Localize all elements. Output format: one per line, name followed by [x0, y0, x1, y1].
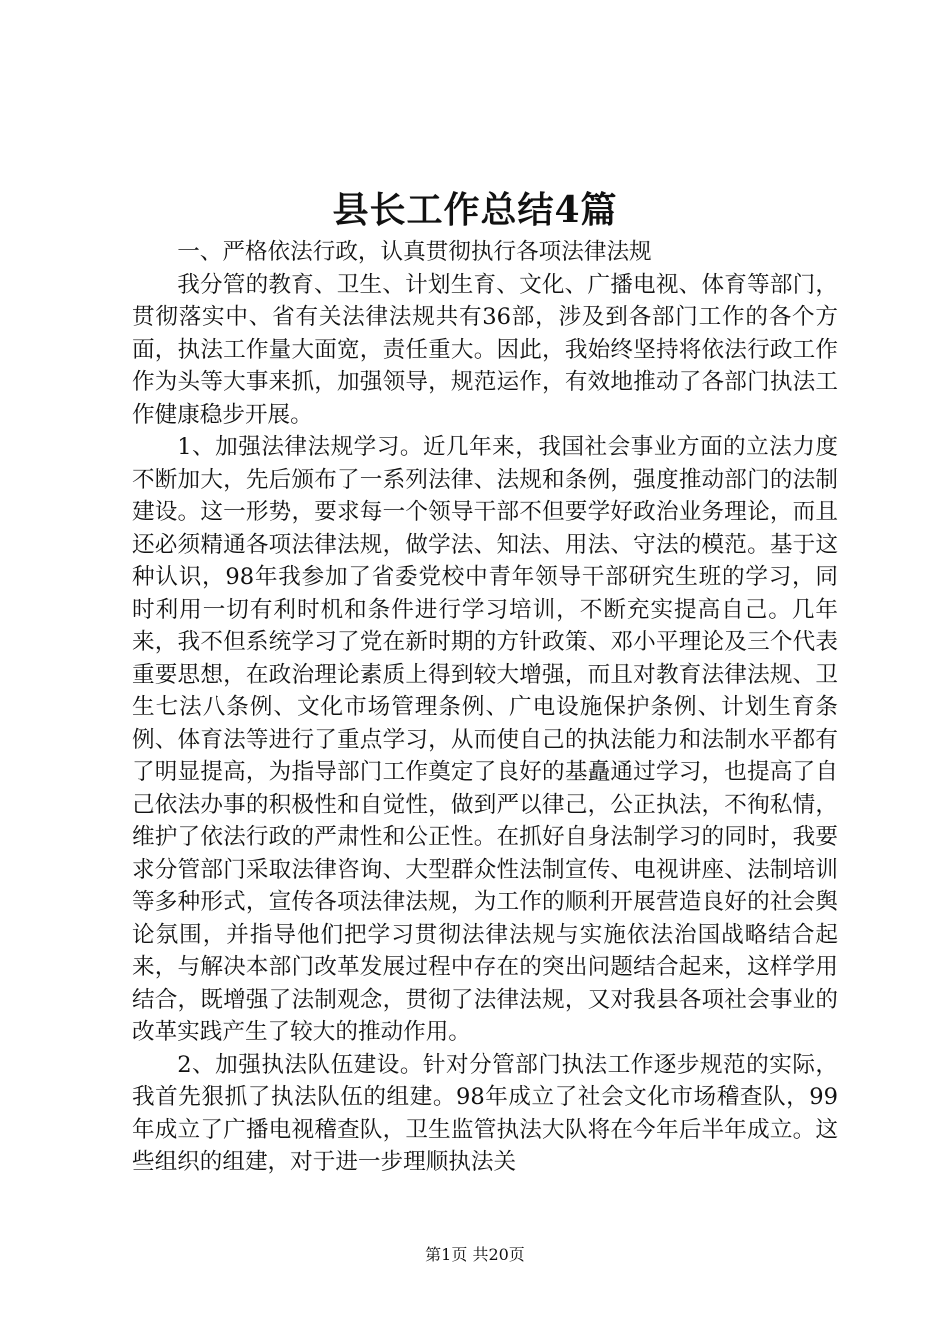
page-footer: 第1页 共20页 [425, 1245, 525, 1264]
section-heading: 一、严格依法行政，认真贯彻执行各项法律法规 [177, 239, 652, 265]
body-paragraph: 1、加强法律法规学习。近几年来，我国社会事业方面的立法力度不断加大，先后颁布了一系列法律、法规和条例，强度推动部门的法制建设。这一形势，要求每一个领导干部不但要学好政治业务理论，而且还必须精通各项法律法规，做学法、知法、用法、守法的模范。基于这种认识，98年我参加了省委党校中青年领导干部研究生班的学习，同时利用一切有利时机和条件进行学习培训，不断充实提高自己。几年来，我不但系统学习了党在新时期的方针政策、邓小平理论及三个代表重要思想，在政治理论素质上得到较大增强，而且对教育法律法规、卫生七法八条例、文化市场管理条例、广电设施保护条例、计划生育条例、体育法等进行了重点学习，从而使自己的执法能力和法制水平都有了明显提高，为指导部门工作奠定了良好的基矗通过学习，也提高了自己依法办事的积极性和自觉性，做到严以律己，公正执法，不徇私情，维护了依法行政的严肃性和公正性。在抓好自身法制学习的同时，我要求分管部门采取法律咨询、大型群众性法制宣传、电视讲座、法制培训等多种形式，宣传各项法律法规，为工作的顺利开展营造良好的社会舆论氛围，并指导他们把学习贯彻法律法规与实施依法治国战略结合起来，与解决本部门改革发展过程中存在的突出问题结合起来，这样学用结合，既增强了法制观念，贯彻了法律法规，又对我县各项社会事业的改革实践产生了较大的推动作用。 [132, 434, 838, 1045]
document-body [132, 236, 838, 1179]
body-paragraph: 2、加强执法队伍建设。针对分管部门执法工作逐步规范的实际，我首先狠抓了执法队伍的组建。98年成立了社会文化市场稽查队，99年成立了广播电视稽查队，卫生监管执法大队将在今年后半年成立。这些组织的组建，对于进一步理顺执法关 [132, 1051, 838, 1175]
body-paragraph: 我分管的教育、卫生、计划生育、文化、广播电视、体育等部门，贯彻落实中、省有关法律法规共有36部，涉及到各部门工作的各个方面，执法工作量大面宽，责任重大。因此，我始终坚持将依法行政工作作为头等大事来抓，加强领导，规范运作，有效地推动了各部门执法工作健康稳步开展。 [132, 271, 838, 428]
document-title: 县长工作总结4篇 [332, 189, 618, 231]
